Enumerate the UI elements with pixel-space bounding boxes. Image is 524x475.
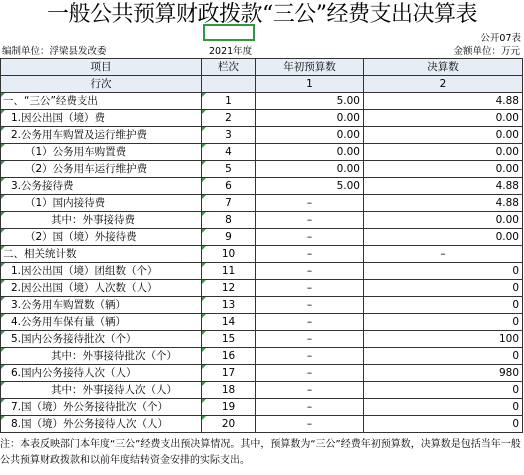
row-budget-value[interactable]: 0.00 [256, 110, 364, 127]
row-number[interactable]: 6 [202, 178, 256, 195]
header-col[interactable]: 栏次 [202, 59, 256, 76]
table-row [1, 399, 523, 416]
row-budget-value[interactable]: 5.00 [256, 93, 364, 110]
table-row [1, 382, 523, 399]
row-budget-value[interactable]: 0.00 [256, 144, 364, 161]
table-row [1, 348, 523, 365]
header-item[interactable]: 项目 [1, 59, 202, 76]
row-budget-value[interactable]: – [256, 382, 364, 399]
header-final-no[interactable]: 2 [364, 76, 523, 93]
row-final-value[interactable]: 0.00 [364, 144, 523, 161]
row-final-value[interactable]: 0 [364, 399, 523, 416]
table-row [1, 365, 523, 382]
row-final-value[interactable]: 100 [364, 331, 523, 348]
row-number[interactable]: 2 [202, 110, 256, 127]
row-budget-value[interactable]: 0.00 [256, 127, 364, 144]
row-item-label[interactable]: 其中：外事接待人次（人） [1, 382, 202, 399]
row-item-label[interactable]: 2.公务用车购置及运行维护费 [1, 127, 202, 144]
table-row [1, 161, 523, 178]
table-row [1, 246, 523, 263]
table-row [1, 93, 523, 110]
compiling-unit: 编制单位：浮梁县发改委 [2, 46, 107, 57]
table-row [1, 212, 523, 229]
row-final-value[interactable]: 0.00 [364, 229, 523, 246]
table-row [1, 229, 523, 246]
selected-cell-outline[interactable] [203, 24, 255, 41]
table-row [1, 110, 523, 127]
table-row [1, 280, 523, 297]
table-row [1, 263, 523, 280]
header-budget-no[interactable]: 1 [256, 76, 364, 93]
row-number[interactable]: 17 [202, 365, 256, 382]
row-budget-value[interactable]: – [256, 297, 364, 314]
table-subheader-row [1, 76, 523, 93]
table-row [1, 314, 523, 331]
row-item-label[interactable]: 8.国（境）外公务接待人次（人） [1, 416, 202, 433]
row-budget-value[interactable]: – [256, 399, 364, 416]
row-item-label[interactable]: 1.因公出国（境）团组数（个） [1, 263, 202, 280]
row-number[interactable]: 7 [202, 195, 256, 212]
row-number[interactable]: 14 [202, 314, 256, 331]
row-final-value[interactable]: 0 [364, 297, 523, 314]
row-item-label[interactable]: 二、相关统计数 [1, 246, 202, 263]
footnote: 注：本表反映部门本年度“三公”经费支出预决算情况。其中，预算数为“三公”经费年初预算数，决算数是包括当年一般公共预算财政拨款和以前年度结转资金安排的实际支出。 [0, 439, 521, 466]
table-row [1, 297, 523, 314]
row-budget-value[interactable]: – [256, 263, 364, 280]
report-year: 2021年度 [209, 46, 253, 57]
table-row [1, 178, 523, 195]
row-final-value[interactable]: 0 [364, 416, 523, 433]
row-number[interactable]: 19 [202, 399, 256, 416]
header-budget[interactable]: 年初预算数 [256, 59, 364, 76]
row-final-value[interactable]: 0.00 [364, 110, 523, 127]
header-final[interactable]: 决算数 [364, 59, 523, 76]
table-body [1, 93, 523, 433]
table-row [1, 331, 523, 348]
table-row [1, 144, 523, 161]
row-budget-value[interactable]: – [256, 195, 364, 212]
row-item-label[interactable]: 3.公务接待费 [1, 178, 202, 195]
row-item-label[interactable]: （1）国内接待费 [1, 195, 202, 212]
row-item-label[interactable]: （2）国（境）外接待费 [1, 229, 202, 246]
row-number[interactable]: 5 [202, 161, 256, 178]
row-item-label[interactable]: 6.国内公务接待人次（人） [1, 365, 202, 382]
row-budget-value[interactable]: – [256, 229, 364, 246]
table-header-row [1, 59, 523, 76]
money-unit: 金额单位：万元 [453, 46, 520, 57]
row-budget-value[interactable]: 5.00 [256, 178, 364, 195]
row-final-value[interactable]: 0.00 [364, 212, 523, 229]
row-item-label[interactable]: 3.公务用车购置数（辆） [1, 297, 202, 314]
row-budget-value[interactable]: – [256, 246, 364, 263]
row-item-label[interactable]: （1）公务用车购置费 [1, 144, 202, 161]
row-number[interactable]: 12 [202, 280, 256, 297]
row-number[interactable]: 1 [202, 93, 256, 110]
row-final-value[interactable]: 4.88 [364, 195, 523, 212]
row-number[interactable]: 10 [202, 246, 256, 263]
row-number[interactable]: 16 [202, 348, 256, 365]
expenditure-table [0, 58, 523, 433]
row-final-value[interactable]: 0.00 [364, 127, 523, 144]
row-final-value[interactable]: 0 [364, 348, 523, 365]
row-budget-value[interactable]: – [256, 348, 364, 365]
row-final-value[interactable]: 0 [364, 382, 523, 399]
row-item-label[interactable]: 一、“三公”经费支出 [1, 93, 202, 110]
row-final-value[interactable]: 4.88 [364, 178, 523, 195]
row-item-label[interactable]: 1.因公出国（境）费 [1, 110, 202, 127]
table-row [1, 127, 523, 144]
row-budget-value[interactable]: – [256, 314, 364, 331]
row-item-label[interactable]: 5.国内公务接待批次（个） [1, 331, 202, 348]
row-final-value[interactable]: 0.00 [364, 161, 523, 178]
header-blank[interactable] [202, 76, 256, 93]
row-item-label[interactable]: 7.国（境）外公务接待批次（个） [1, 399, 202, 416]
row-final-value[interactable]: 0 [364, 314, 523, 331]
row-number[interactable]: 13 [202, 297, 256, 314]
row-budget-value[interactable]: 0.00 [256, 161, 364, 178]
row-budget-value[interactable]: – [256, 416, 364, 433]
header-row-label[interactable]: 行次 [1, 76, 202, 93]
row-final-value[interactable]: 0 [364, 280, 523, 297]
row-final-value[interactable]: 980 [364, 365, 523, 382]
form-number: 公开07表 [480, 33, 521, 44]
row-item-label[interactable]: 其中：外事接待费 [1, 212, 202, 229]
row-number[interactable]: 4 [202, 144, 256, 161]
row-budget-value[interactable]: – [256, 280, 364, 297]
row-number[interactable]: 3 [202, 127, 256, 144]
row-final-value[interactable]: – [364, 246, 523, 263]
table-row [1, 195, 523, 212]
page-title: 一般公共预算财政拨款“三公”经费支出决算表 [47, 2, 477, 27]
row-item-label[interactable]: （2）公务用车运行维护费 [1, 161, 202, 178]
row-number[interactable]: 8 [202, 212, 256, 229]
row-item-label[interactable]: 4.公务用车保有量（辆） [1, 314, 202, 331]
row-number[interactable]: 18 [202, 382, 256, 399]
row-number[interactable]: 20 [202, 416, 256, 433]
row-budget-value[interactable]: – [256, 212, 364, 229]
row-item-label[interactable]: 2.因公出国（境）人次数（人） [1, 280, 202, 297]
table-row [1, 416, 523, 433]
row-number[interactable]: 11 [202, 263, 256, 280]
row-number[interactable]: 9 [202, 229, 256, 246]
row-budget-value[interactable]: – [256, 331, 364, 348]
row-budget-value[interactable]: – [256, 365, 364, 382]
row-item-label[interactable]: 其中：外事接待批次（个） [1, 348, 202, 365]
row-final-value[interactable]: 4.88 [364, 93, 523, 110]
row-final-value[interactable]: 0 [364, 263, 523, 280]
row-number[interactable]: 15 [202, 331, 256, 348]
